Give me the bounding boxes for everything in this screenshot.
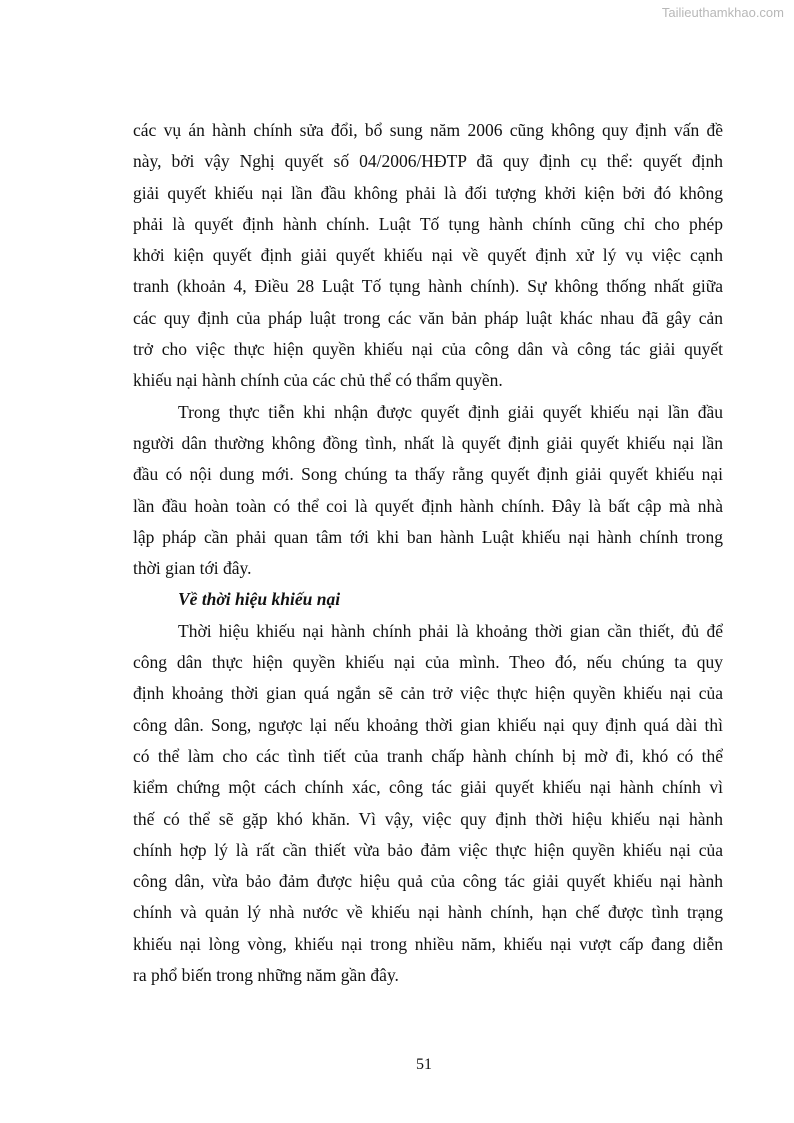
text-line: khiếu nại hành chính của các chủ thể có thẩm quyền. (133, 370, 503, 391)
paragraph (133, 115, 723, 397)
text-line: đầu có nội dung mới. Song chúng ta thấy rằng quyết định giải quyết khiếu nại (133, 464, 723, 485)
document-body (133, 115, 723, 991)
text-line: định khoảng thời gian quá ngắn sẽ cản trở việc thực hiện quyền khiếu nại của (133, 683, 723, 704)
heading-text: Về thời hiệu khiếu nại (178, 589, 341, 610)
page-number: 51 (416, 1056, 432, 1073)
text-line: thời gian tới đây. (133, 558, 252, 579)
paragraph (133, 616, 723, 992)
text-line: khiếu nại lòng vòng, khiếu nại trong nhiều năm, khiếu nại vượt cấp đang diễn (133, 933, 723, 954)
text-line: lần đầu hoàn toàn có thể coi là quyết định hành chính. Đây là bất cập mà nhà (133, 495, 723, 516)
text-line: này, bởi vậy Nghị quyết số 04/2006/HĐTP đã quy định cụ thể: quyết định (133, 151, 723, 172)
text-line: Trong thực tiễn khi nhận được quyết định giải quyết khiếu nại lần đầu (178, 401, 723, 422)
text-line: trở cho việc thực hiện quyền khiếu nại của công dân và công tác giải quyết (133, 339, 723, 360)
text-line: chính và quản lý nhà nước về khiếu nại hành chính, hạn chế được tình trạng (133, 902, 723, 923)
text-line: tranh (khoản 4, Điều 28 Luật Tố tụng hành chính). Sự không thống nhất giữa (133, 276, 723, 297)
text-line: lập pháp cần phải quan tâm tới khi ban hành Luật khiếu nại hành chính trong (133, 526, 723, 547)
text-line: thế có thể sẽ gặp khó khăn. Vì vậy, việc quy định thời hiệu khiếu nại hành (133, 808, 723, 829)
paragraph (133, 397, 723, 585)
section-heading (133, 584, 723, 615)
text-line: công dân. Song, ngược lại nếu khoảng thời gian khiếu nại quy định quá dài thì (133, 714, 723, 735)
text-line: ra phổ biến trong những năm gần đây. (133, 965, 399, 986)
text-line: phải là quyết định hành chính. Luật Tố tụng hành chính cũng chỉ cho phép (133, 213, 723, 234)
text-line: người dân thường không đồng tình, nhất là quyết định giải quyết khiếu nại lần (133, 432, 723, 453)
text-line: các vụ án hành chính sửa đổi, bổ sung năm 2006 cũng không quy định vấn đề (133, 120, 723, 140)
text-line: chính hợp lý là rất cần thiết vừa bảo đảm việc thực hiện quyền khiếu nại của (133, 839, 723, 860)
text-line: khởi kiện quyết định giải quyết khiếu nại về quyết định xử lý vụ việc cạnh (133, 245, 723, 266)
text-line: công dân thực hiện quyền khiếu nại của mình. Theo đó, nếu chúng ta quy (133, 652, 723, 673)
text-line: giải quyết khiếu nại lần đầu không phải là đối tượng khởi kiện bởi đó không (133, 182, 723, 203)
text-line: kiểm chứng một cách chính xác, công tác giải quyết khiếu nại hành chính vì (133, 777, 723, 798)
text-line: có thể làm cho các tình tiết của tranh chấp hành chính bị mờ đi, khó có thể (133, 745, 723, 766)
text-line: các quy định của pháp luật trong các văn bản pháp luật khác nhau đã gây cản (133, 307, 723, 328)
text-line: Thời hiệu khiếu nại hành chính phải là khoảng thời gian cần thiết, đủ để (178, 620, 723, 641)
text-line: công dân, vừa bảo đảm được hiệu quả của công tác giải quyết khiếu nại hành (133, 871, 723, 892)
watermark: Tailieuthamkhao.com (661, 5, 784, 20)
